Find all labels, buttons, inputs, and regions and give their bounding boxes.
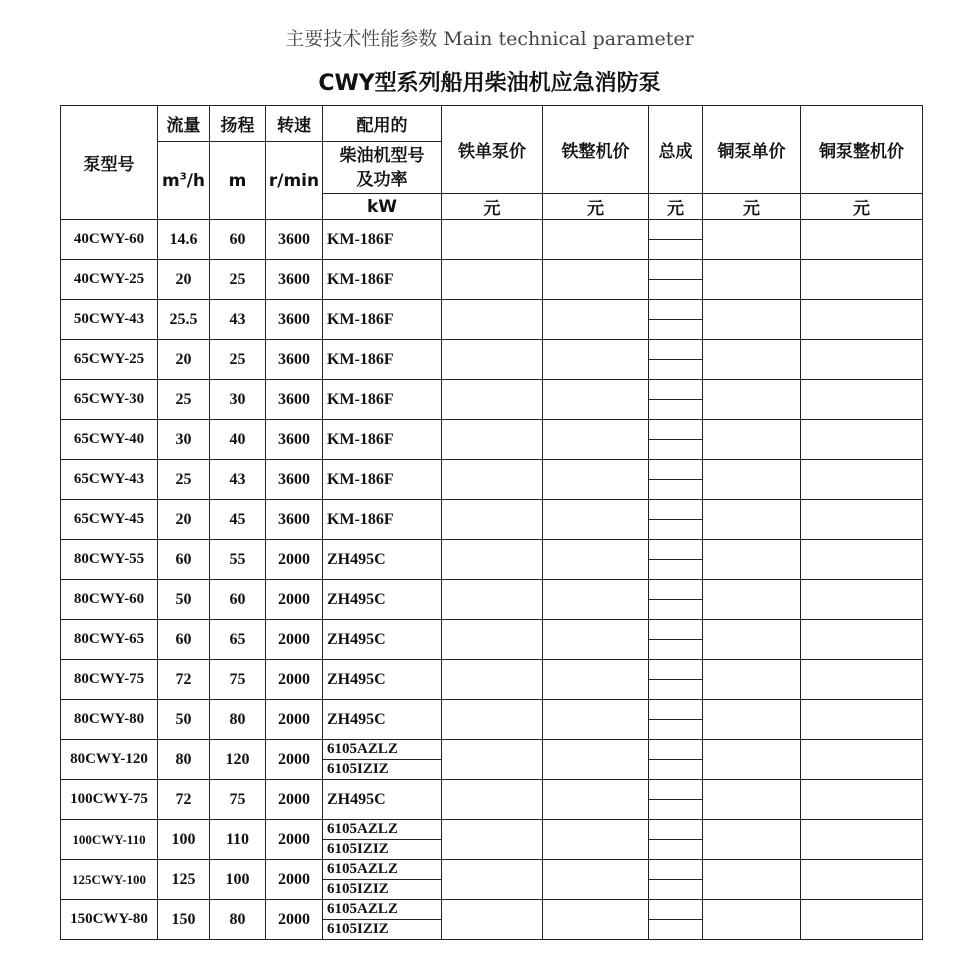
engine-model-line: 6105IZIZ [323,879,441,899]
cell-iron-unit-price [543,340,649,380]
cell-head: 60 [210,220,266,260]
spec-table [60,105,923,940]
cell-head: 75 [210,780,266,820]
cell-head: 75 [210,660,266,700]
cell-copper-pump-price [703,900,801,940]
header-head: 扬程 [210,106,266,142]
cell-model: 65CWY-40 [61,420,158,460]
cell-iron-unit-price [543,900,649,940]
cell-model: 100CWY-75 [61,780,158,820]
cell-flow: 60 [158,620,210,660]
cell-total [649,820,703,860]
cell-iron-unit-price [543,420,649,460]
cell-engine: KM-186F [323,420,442,460]
cell-iron-unit-price [543,260,649,300]
cell-engine: ZH495C [323,780,442,820]
cell-copper-pump-price [703,500,801,540]
currency-iron-unit: 元 [543,194,649,220]
cell-model: 100CWY-110 [61,820,158,860]
cell-iron-pump-price [442,780,543,820]
cell-speed: 2000 [266,900,323,940]
header-model: 泵型号 [61,106,158,220]
header-speed-unit: r/min [266,142,323,220]
cell-head: 55 [210,540,266,580]
cell-model: 50CWY-43 [61,300,158,340]
cell-iron-pump-price [442,820,543,860]
cell-iron-unit-price [543,740,649,780]
header-copper-pump-price: 铜泵单价 [703,106,801,194]
cell-copper-pump-price [703,660,801,700]
cell-total [649,460,703,500]
cell-speed: 2000 [266,700,323,740]
cell-speed: 3600 [266,300,323,340]
cell-engine: ZH495C [323,580,442,620]
cell-copper-pump-price [703,740,801,780]
cell-copper-unit-price [801,820,923,860]
cell-engine [323,820,442,860]
cell-flow: 25 [158,460,210,500]
cell-copper-pump-price [703,460,801,500]
table-row [61,660,923,700]
cell-iron-pump-price [442,540,543,580]
cell-engine: KM-186F [323,340,442,380]
table-row [61,460,923,500]
header-flow-unit: $m^3/h$ [158,142,210,220]
cell-copper-unit-price [801,580,923,620]
cell-copper-unit-price [801,740,923,780]
cell-model: 150CWY-80 [61,900,158,940]
cell-head: 25 [210,340,266,380]
table-row [61,220,923,260]
cell-engine: KM-186F [323,260,442,300]
cell-iron-unit-price [543,820,649,860]
cell-iron-pump-price [442,500,543,540]
cell-iron-pump-price [442,460,543,500]
cell-copper-unit-price [801,700,923,740]
table-body [61,220,923,940]
cell-copper-pump-price [703,340,801,380]
table-row [61,900,923,940]
cell-engine [323,860,442,900]
cell-speed: 3600 [266,340,323,380]
cell-copper-unit-price [801,380,923,420]
engine-model-line: 6105IZIZ [323,759,441,779]
cell-engine: KM-186F [323,380,442,420]
cell-speed: 2000 [266,740,323,780]
table-row [61,860,923,900]
cell-total [649,740,703,780]
cell-copper-pump-price [703,820,801,860]
cell-iron-unit-price [543,460,649,500]
cell-iron-pump-price [442,220,543,260]
cell-iron-unit-price [543,300,649,340]
page-subtitle: 主要技术性能参数 Main technical parameter [285,28,694,50]
header-iron-pump-price: 铁单泵价 [442,106,543,194]
cell-flow: 150 [158,900,210,940]
table-row [61,580,923,620]
cell-head: 43 [210,460,266,500]
cell-speed: 2000 [266,580,323,620]
cell-total [649,780,703,820]
cell-copper-unit-price [801,340,923,380]
cell-total [649,300,703,340]
cell-model: 125CWY-100 [61,860,158,900]
cell-speed: 2000 [266,540,323,580]
cell-copper-pump-price [703,620,801,660]
cell-copper-unit-price [801,780,923,820]
cell-total [649,620,703,660]
cell-flow: 25.5 [158,300,210,340]
cell-total [649,340,703,380]
cell-iron-unit-price [543,220,649,260]
cell-flow: 20 [158,500,210,540]
cell-head: 80 [210,700,266,740]
cell-flow: 125 [158,860,210,900]
cell-total [649,660,703,700]
cell-engine: ZH495C [323,620,442,660]
cell-head: 120 [210,740,266,780]
cell-iron-pump-price [442,740,543,780]
cell-flow: 50 [158,700,210,740]
cell-copper-unit-price [801,460,923,500]
cell-iron-unit-price [543,860,649,900]
cell-copper-unit-price [801,900,923,940]
cell-copper-unit-price [801,260,923,300]
cell-speed: 3600 [266,220,323,260]
header-flow: 流量 [158,106,210,142]
cell-speed: 3600 [266,420,323,460]
cell-iron-unit-price [543,700,649,740]
cell-head: 30 [210,380,266,420]
engine-model-line: 6105IZIZ [323,919,441,939]
cell-iron-pump-price [442,620,543,660]
cell-iron-pump-price [442,420,543,460]
cell-engine: KM-186F [323,220,442,260]
cell-iron-pump-price [442,260,543,300]
header-engine-model: 柴油机型号 及功率 [323,142,442,194]
table-row [61,300,923,340]
cell-model: 80CWY-120 [61,740,158,780]
cell-flow: 50 [158,580,210,620]
table-row [61,340,923,380]
cell-flow: 20 [158,260,210,300]
table-row [61,820,923,860]
cell-copper-pump-price [703,380,801,420]
cell-total [649,900,703,940]
cell-head: 80 [210,900,266,940]
cell-iron-pump-price [442,580,543,620]
cell-copper-unit-price [801,300,923,340]
cell-total [649,380,703,420]
table-row [61,780,923,820]
cell-engine [323,900,442,940]
currency-copper-pump: 元 [703,194,801,220]
cell-flow: 25 [158,380,210,420]
cell-copper-pump-price [703,540,801,580]
table-row [61,540,923,580]
cell-model: 65CWY-30 [61,380,158,420]
cell-engine: ZH495C [323,540,442,580]
engine-model-line: 6105IZIZ [323,839,441,859]
cell-speed: 2000 [266,660,323,700]
cell-head: 65 [210,620,266,660]
header-engine-line1: 配用的 [323,106,442,142]
engine-model-line: 6105AZLZ [327,821,398,837]
header-engine-unit: kW [323,194,442,220]
page-title: CWY型系列船用柴油机应急消防泵 [318,71,661,96]
cell-iron-pump-price [442,660,543,700]
cell-total [649,580,703,620]
cell-model: 80CWY-60 [61,580,158,620]
table-row [61,620,923,660]
currency-iron-pump: 元 [442,194,543,220]
cell-flow: 60 [158,540,210,580]
cell-total [649,260,703,300]
cell-head: 100 [210,860,266,900]
cell-copper-pump-price [703,780,801,820]
cell-iron-unit-price [543,660,649,700]
cell-speed: 2000 [266,620,323,660]
header-iron-unit-price: 铁整机价 [543,106,649,194]
table-row [61,260,923,300]
cell-model: 40CWY-60 [61,220,158,260]
cell-copper-unit-price [801,500,923,540]
cell-engine: ZH495C [323,660,442,700]
cell-iron-unit-price [543,540,649,580]
cell-copper-unit-price [801,220,923,260]
cell-model: 40CWY-25 [61,260,158,300]
engine-model-line: 6105AZLZ [327,861,398,877]
cell-copper-unit-price [801,860,923,900]
cell-head: 43 [210,300,266,340]
cell-head: 40 [210,420,266,460]
engine-model-line: 6105AZLZ [327,741,398,757]
cell-copper-unit-price [801,420,923,460]
cell-model: 65CWY-45 [61,500,158,540]
cell-copper-unit-price [801,540,923,580]
cell-copper-pump-price [703,700,801,740]
cell-iron-unit-price [543,580,649,620]
cell-iron-unit-price [543,620,649,660]
table-row [61,500,923,540]
cell-speed: 3600 [266,460,323,500]
table-row [61,380,923,420]
cell-engine [323,740,442,780]
cell-head: 25 [210,260,266,300]
cell-flow: 72 [158,660,210,700]
cell-iron-unit-price [543,380,649,420]
cell-iron-unit-price [543,500,649,540]
header-head-unit: m [210,142,266,220]
cell-model: 65CWY-43 [61,460,158,500]
cell-iron-pump-price [442,380,543,420]
cell-copper-pump-price [703,580,801,620]
table-row [61,420,923,460]
cell-copper-pump-price [703,420,801,460]
cell-copper-unit-price [801,660,923,700]
cell-copper-pump-price [703,300,801,340]
currency-copper-unit: 元 [801,194,923,220]
cell-copper-unit-price [801,620,923,660]
table-row [61,740,923,780]
cell-iron-pump-price [442,340,543,380]
cell-speed: 2000 [266,780,323,820]
cell-total [649,700,703,740]
table-row [61,700,923,740]
cell-model: 65CWY-25 [61,340,158,380]
cell-iron-pump-price [442,900,543,940]
cell-speed: 2000 [266,860,323,900]
cell-engine: KM-186F [323,500,442,540]
header-total: 总成 [649,106,703,194]
cell-engine: KM-186F [323,300,442,340]
cell-model: 80CWY-75 [61,660,158,700]
cell-total [649,500,703,540]
cell-copper-pump-price [703,220,801,260]
cell-head: 60 [210,580,266,620]
cell-flow: 72 [158,780,210,820]
cell-model: 80CWY-80 [61,700,158,740]
cell-total [649,540,703,580]
cell-head: 110 [210,820,266,860]
cell-speed: 2000 [266,820,323,860]
cell-engine: ZH495C [323,700,442,740]
header-copper-unit-price: 铜泵整机价 [801,106,923,194]
cell-engine: KM-186F [323,460,442,500]
cell-total [649,420,703,460]
cell-copper-pump-price [703,260,801,300]
cell-iron-pump-price [442,860,543,900]
cell-flow: 100 [158,820,210,860]
currency-total: 元 [649,194,703,220]
cell-model: 80CWY-55 [61,540,158,580]
cell-head: 45 [210,500,266,540]
cell-model: 80CWY-65 [61,620,158,660]
header-speed: 转速 [266,106,323,142]
cell-flow: 14.6 [158,220,210,260]
cell-iron-unit-price [543,780,649,820]
cell-flow: 20 [158,340,210,380]
cell-flow: 80 [158,740,210,780]
cell-flow: 30 [158,420,210,460]
cell-total [649,860,703,900]
cell-iron-pump-price [442,300,543,340]
cell-copper-pump-price [703,860,801,900]
cell-speed: 3600 [266,260,323,300]
engine-model-line: 6105AZLZ [327,901,398,917]
cell-total [649,220,703,260]
cell-speed: 3600 [266,500,323,540]
cell-speed: 3600 [266,380,323,420]
cell-iron-pump-price [442,700,543,740]
